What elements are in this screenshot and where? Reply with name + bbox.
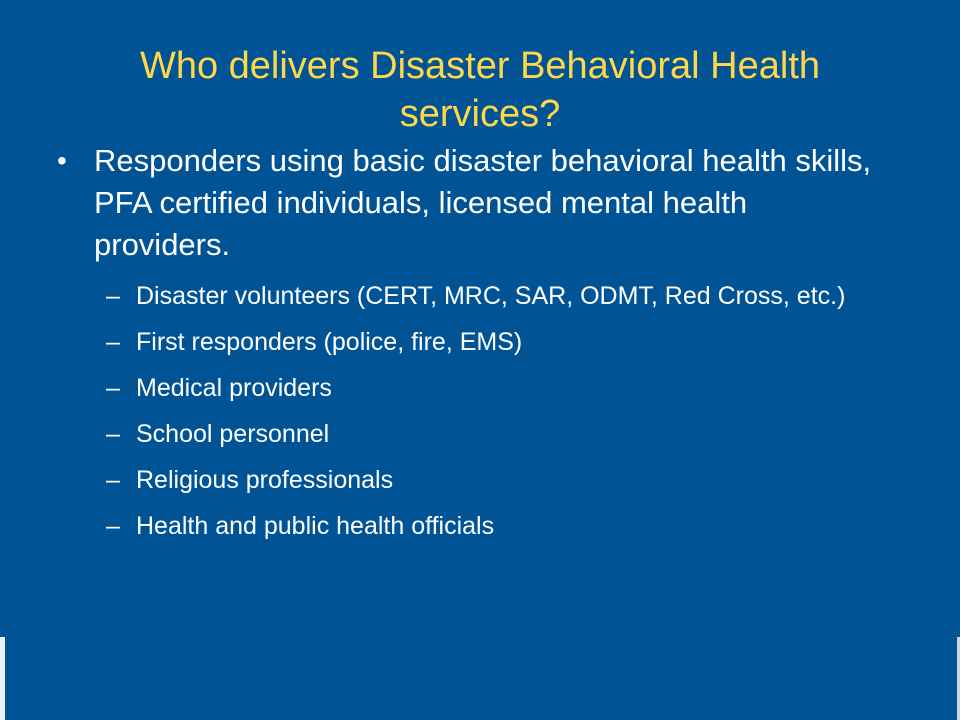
dash-marker: –: [106, 420, 120, 448]
list-item: [106, 370, 896, 406]
dash-marker: –: [106, 374, 120, 402]
sub-item-text: Disaster volunteers (CERT, MRC, SAR, ODMT, Red Cross, etc.): [136, 282, 846, 310]
list-item: [106, 278, 896, 314]
list-item: [106, 324, 896, 360]
list-item: [106, 462, 896, 498]
sub-bullet-list: [106, 278, 896, 554]
sub-item-text: School personnel: [136, 420, 330, 448]
dash-marker: –: [106, 466, 120, 494]
slide-title: Who delivers Disaster Behavioral Health services?: [139, 45, 821, 135]
dash-marker: –: [106, 328, 120, 356]
list-item: [106, 416, 896, 452]
main-bullet-text: Responders using basic disaster behavioral health skills, PFA certified individuals, licensed mental health providers.: [94, 143, 872, 262]
sub-item-text: Medical providers: [136, 374, 332, 402]
bullet-marker: •: [57, 145, 67, 176]
sub-item-text: Health and public health officials: [136, 512, 495, 540]
sub-item-text: First responders (police, fire, EMS): [136, 328, 523, 356]
dash-marker: –: [106, 512, 120, 540]
left-edge-strip: [0, 637, 5, 720]
list-item: [106, 508, 896, 544]
dash-marker: –: [106, 282, 120, 310]
sub-item-text: Religious professionals: [136, 466, 394, 494]
